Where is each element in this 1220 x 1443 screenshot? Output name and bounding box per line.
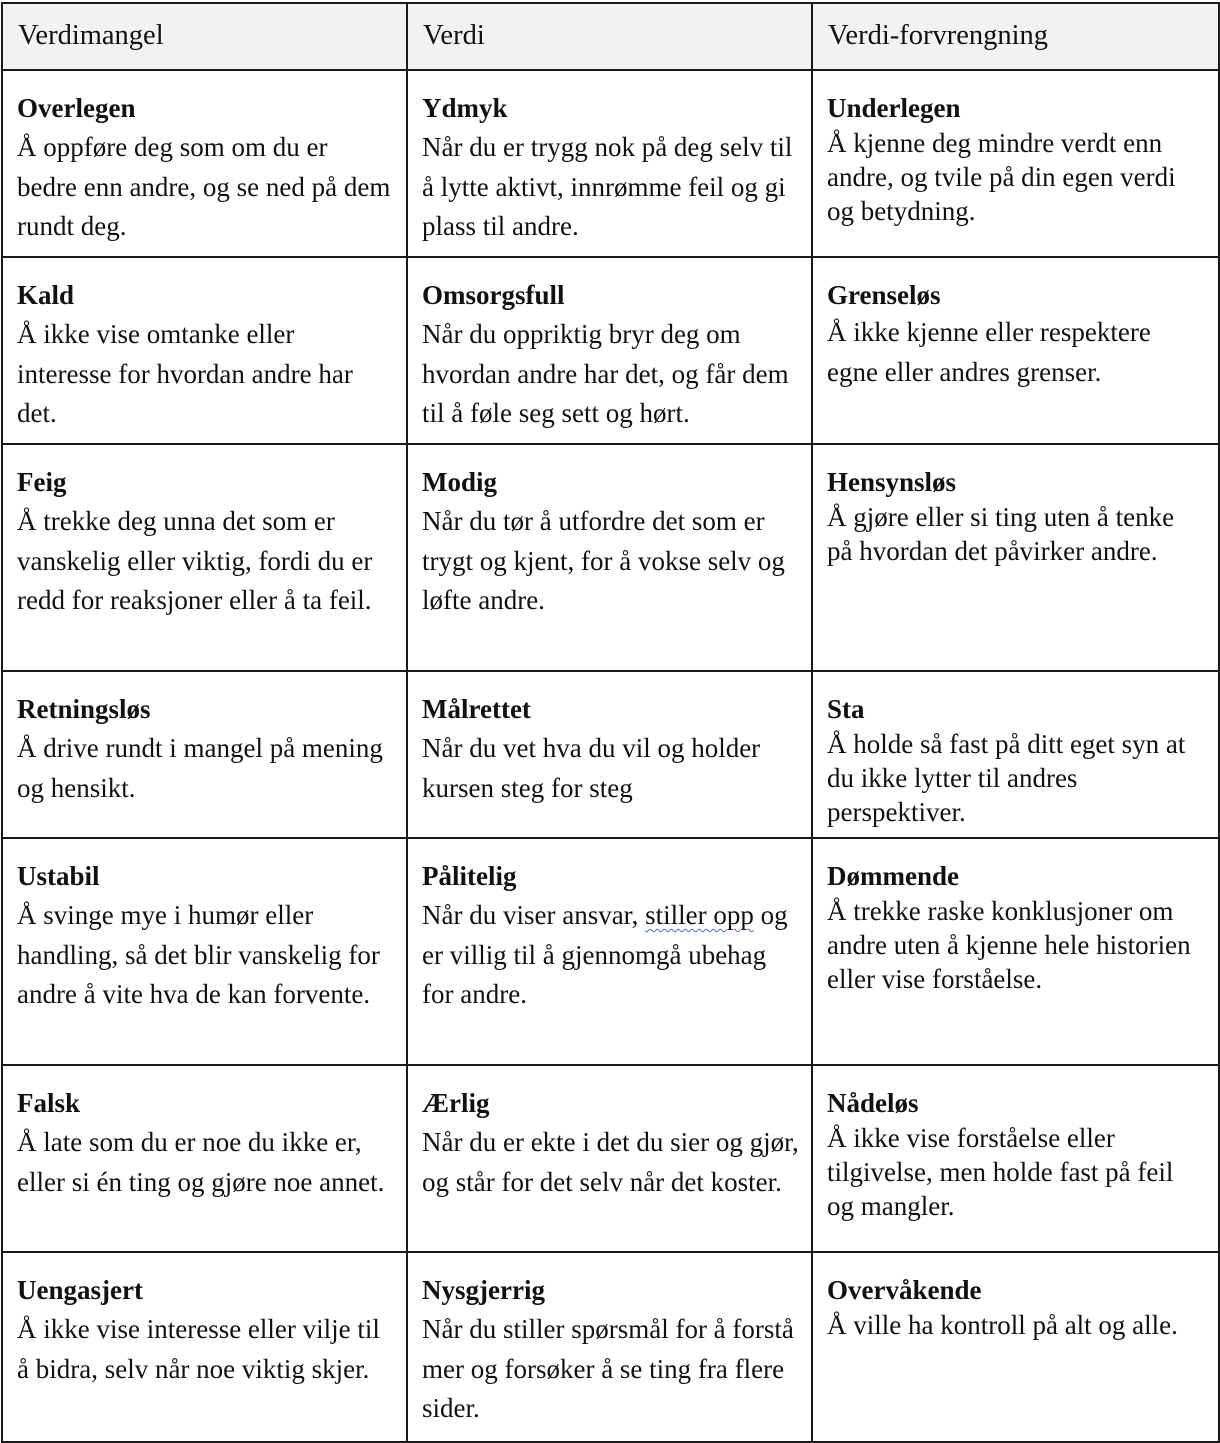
deficit-cell [2, 1065, 407, 1252]
spellcheck-marked-text[interactable]: stiller opp [645, 900, 754, 930]
distortion-desc: Å holde så fast på ditt eget syn at du ikke lytter til andres perspektiver. [827, 729, 1186, 827]
deficit-cell [2, 1252, 407, 1442]
table-row [2, 1065, 1219, 1252]
distortion-desc: Å kjenne deg mindre verdt enn andre, og tvile på din egen verdi og betydning. [827, 128, 1176, 226]
value-cell [407, 444, 812, 671]
table-row [2, 444, 1219, 671]
table-row [2, 257, 1219, 444]
value-cell [407, 838, 812, 1065]
value-term: Ærlig [422, 1088, 490, 1118]
value-desc: Når du oppriktig bryr deg om hvordan andre har det, og får dem til å føle seg sett og hørt. [422, 319, 789, 428]
table-row [2, 671, 1219, 838]
table-row [2, 838, 1219, 1065]
deficit-cell [2, 671, 407, 838]
value-desc: Når du er ekte i det du sier og gjør, og står for det selv når det koster. [422, 1127, 799, 1197]
value-desc: Når du tør å utfordre det som er trygt og kjent, for å vokse selv og løfte andre. [422, 506, 785, 615]
deficit-cell [2, 838, 407, 1065]
distortion-desc: Å gjøre eller si ting uten å tenke på hvordan det påvirker andre. [827, 502, 1175, 566]
distortion-term: Overvåkende [827, 1275, 982, 1305]
value-cell [407, 1252, 812, 1442]
value-desc: Når du vet hva du vil og holder kursen steg for steg [422, 733, 761, 803]
values-table [1, 2, 1220, 1443]
distortion-term: Nådeløs [827, 1088, 919, 1118]
distortion-cell [812, 444, 1219, 671]
value-desc-part: og er villig til å gjennomgå ubehag for andre. [422, 900, 788, 1009]
distortion-term: Dømmende [827, 861, 959, 891]
value-cell [407, 70, 812, 257]
distortion-cell [812, 838, 1219, 1065]
value-term: Omsorgsfull [422, 280, 565, 310]
value-term: Pålitelig [422, 861, 517, 891]
value-term: Målrettet [422, 694, 531, 724]
distortion-term: Grenseløs [827, 280, 941, 310]
value-cell [407, 1065, 812, 1252]
value-cell [407, 257, 812, 444]
deficit-cell [2, 257, 407, 444]
header-verdi-forvrengning: Verdi-forvrengning [812, 3, 1219, 70]
distortion-desc: Å trekke raske konklusjoner om andre uten å kjenne hele historien eller vise forståelse. [827, 896, 1191, 994]
table-row [2, 70, 1219, 257]
distortion-cell [812, 70, 1219, 257]
value-term: Modig [422, 467, 498, 497]
deficit-term: Retningsløs [17, 694, 151, 724]
value-cell [407, 671, 812, 838]
distortion-cell [812, 1065, 1219, 1252]
distortion-cell [812, 671, 1219, 838]
deficit-term: Kald [17, 280, 75, 310]
deficit-term: Overlegen [17, 93, 136, 123]
value-term: Ydmyk [422, 93, 508, 123]
distortion-cell [812, 257, 1219, 444]
distortion-desc: Å ikke vise forståelse eller tilgivelse, men holde fast på feil og mangler. [827, 1123, 1174, 1221]
header-verdi: Verdi [407, 3, 812, 70]
deficit-term: Feig [17, 467, 67, 497]
distortion-desc: Å ikke kjenne eller respektere egne eller andres grenser. [827, 317, 1151, 387]
deficit-desc: Å ikke vise interesse eller vilje til å bidra, selv når noe viktig skjer. [17, 1314, 380, 1384]
header-row [2, 3, 1219, 70]
deficit-cell [2, 444, 407, 671]
deficit-term: Falsk [17, 1088, 81, 1118]
deficit-desc: Å oppføre deg som om du er bedre enn andre, og se ned på dem rundt deg. [17, 132, 391, 241]
distortion-term: Sta [827, 694, 865, 724]
distortion-term: Hensynsløs [827, 467, 957, 497]
table-row [2, 1252, 1219, 1442]
deficit-desc: Å late som du er noe du ikke er, eller si én ting og gjøre noe annet. [17, 1127, 385, 1197]
header-verdimangel: Verdimangel [2, 3, 407, 70]
distortion-term: Underlegen [827, 93, 961, 123]
value-desc: Når du stiller spørsmål for å forstå mer og forsøker å se ting fra flere sider. [422, 1314, 794, 1423]
deficit-term: Ustabil [17, 861, 100, 891]
deficit-desc: Å trekke deg unna det som er vanskelig eller viktig, fordi du er redd for reaksjoner eller å ta feil. [17, 506, 373, 615]
distortion-cell [812, 1252, 1219, 1442]
deficit-cell [2, 70, 407, 257]
value-term: Nysgjerrig [422, 1275, 545, 1305]
distortion-desc: Å ville ha kontroll på alt og alle. [827, 1310, 1178, 1340]
deficit-term: Uengasjert [17, 1275, 143, 1305]
deficit-desc: Å ikke vise omtanke eller interesse for hvordan andre har det. [17, 319, 353, 428]
value-desc-part: Når du viser ansvar, [422, 900, 646, 930]
deficit-desc: Å drive rundt i mangel på mening og hensikt. [17, 733, 383, 803]
value-desc: Når du er trygg nok på deg selv til å lytte aktivt, innrømme feil og gi plass til andre. [422, 132, 793, 241]
deficit-desc: Å svinge mye i humør eller handling, så det blir vanskelig for andre å vite hva de kan forvente. [17, 900, 380, 1009]
value-desc [422, 896, 799, 1015]
